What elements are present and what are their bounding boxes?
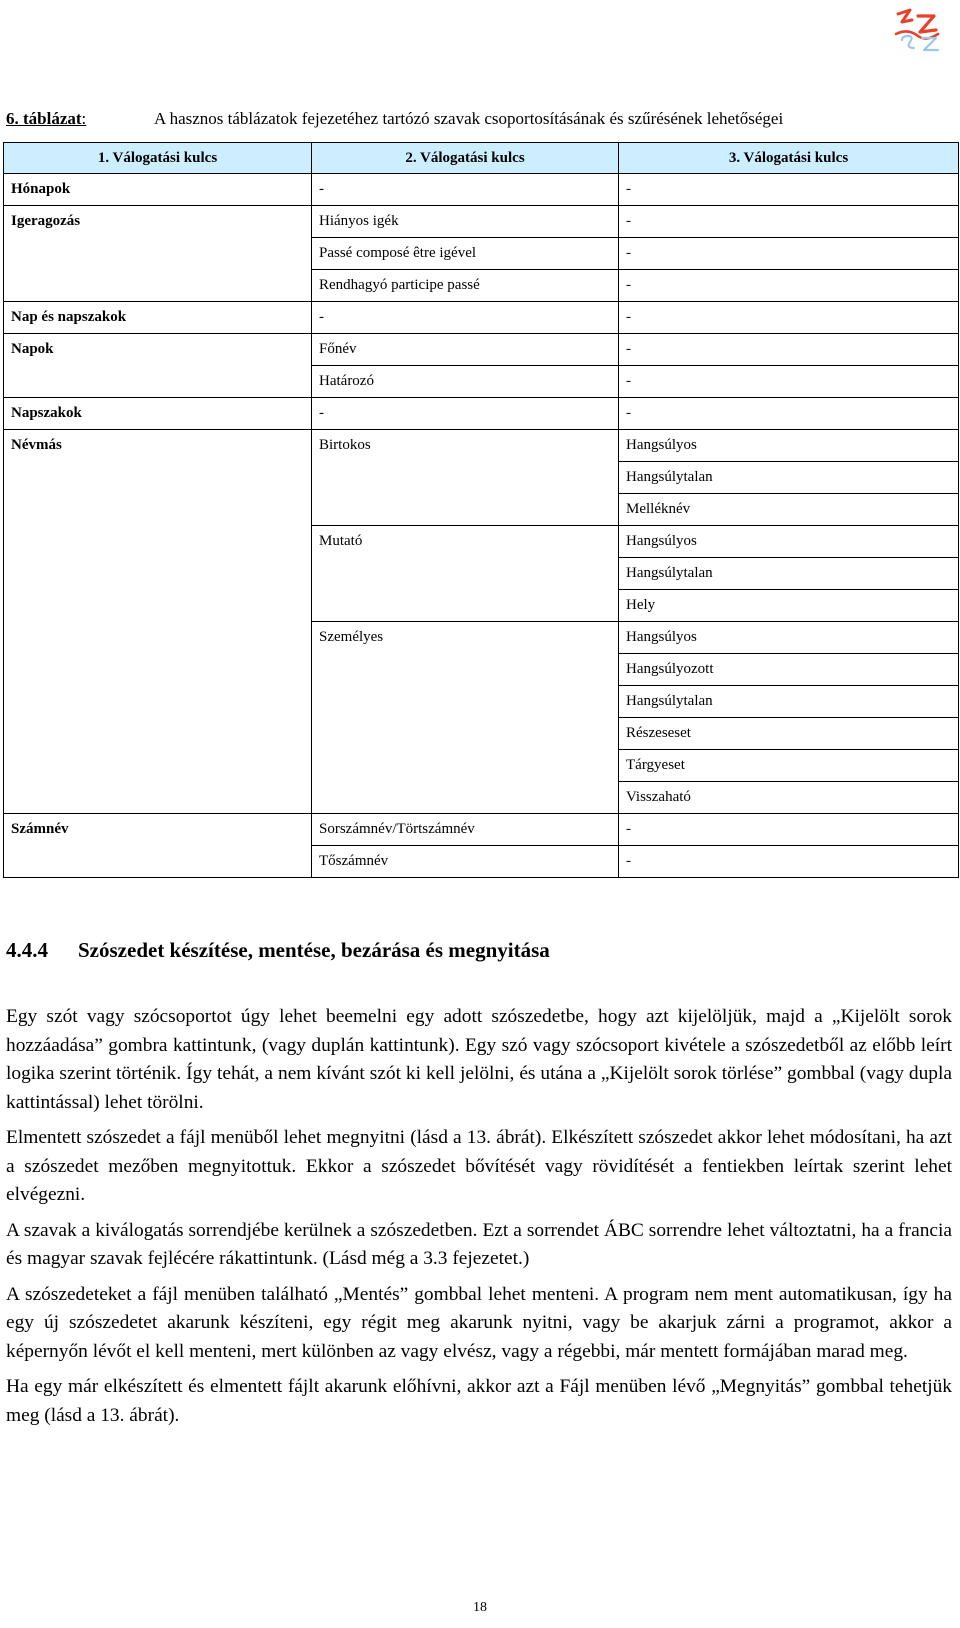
table-cell (4, 270, 312, 302)
table-cell: Hangsúlyos (619, 526, 959, 558)
body-text (6, 1003, 952, 1437)
section-number: 4.4.4 (6, 938, 48, 962)
table-caption-text: A hasznos táblázatok fejezetéhez tartózó szavak csoportosításának és szűrésének lehetőségei (154, 109, 784, 128)
table-row (4, 558, 959, 590)
table-cell: Számnév (4, 814, 312, 846)
table-cell: - (619, 206, 959, 238)
table-row (4, 494, 959, 526)
table-cell (4, 238, 312, 270)
sz-logo-icon (888, 6, 952, 54)
table-row (4, 334, 959, 366)
table-cell: Hiányos igék (312, 206, 619, 238)
table-cell: Részeseset (619, 718, 959, 750)
table-cell: Hangsúlyozott (619, 654, 959, 686)
table-cell (4, 366, 312, 398)
table-row (4, 462, 959, 494)
table-cell: Melléknév (619, 494, 959, 526)
table-number: 6. táblázat: (6, 109, 87, 128)
table-cell: Tárgyeset (619, 750, 959, 782)
table-cell (312, 782, 619, 814)
table-cell: Hangsúlytalan (619, 462, 959, 494)
table-cell (4, 846, 312, 878)
table-cell: Napszakok (4, 398, 312, 430)
table-cell (4, 622, 312, 654)
table-cell (312, 462, 619, 494)
table-cell: Főnév (312, 334, 619, 366)
table-row (4, 622, 959, 654)
column-header: 1. Válogatási kulcs (4, 143, 312, 174)
table-cell: - (619, 270, 959, 302)
table-cell: - (312, 302, 619, 334)
table-row (4, 846, 959, 878)
table-cell (4, 558, 312, 590)
table-cell: Névmás (4, 430, 312, 462)
table-row (4, 718, 959, 750)
table-cell: Napok (4, 334, 312, 366)
table-cell: - (619, 814, 959, 846)
table-row (4, 814, 959, 846)
table-cell: - (619, 334, 959, 366)
table-cell (312, 686, 619, 718)
table-cell (4, 782, 312, 814)
table-row (4, 270, 959, 302)
word-filter-table (3, 142, 959, 878)
table-cell: - (619, 238, 959, 270)
table-cell: Személyes (312, 622, 619, 654)
table-cell (4, 462, 312, 494)
table-cell: - (312, 398, 619, 430)
paragraph: A szavak a kiválogatás sorrendjébe kerülnek a szószedetben. Ezt a sorrendet ÁBC sorrendre lehet változtatni, ha a francia és magyar szavak fejlécére rákattintunk. (Lásd még a 3.3 fejezetet.) (6, 1219, 952, 1269)
paragraph: Elmentett szószedet a fájl menüből lehet megnyitni (lásd a 13. ábrát). Elkészített szószedet akkor lehet módosítani, ha azt a szószedet mezőben megnyitottuk. Ekkor a szószedet bővítését vagy rövidítését a fentiekben leírtak szerint lehet elvégezni. (6, 1127, 952, 1205)
table-cell: Visszaható (619, 782, 959, 814)
table-cell: Passé composé être igével (312, 238, 619, 270)
table-cell: Hangsúlytalan (619, 686, 959, 718)
table-row (4, 366, 959, 398)
table-cell: Mutató (312, 526, 619, 558)
table-cell (312, 718, 619, 750)
table-cell: Birtokos (312, 430, 619, 462)
table-cell (4, 494, 312, 526)
table-cell: - (619, 398, 959, 430)
table-header-row (4, 143, 959, 174)
table-cell: Nap és napszakok (4, 302, 312, 334)
column-header: 3. Válogatási kulcs (619, 143, 959, 174)
paragraph: A szószedeteket a fájl menüben található „Mentés” gombbal lehet menteni. A program nem ment automatikusan, így ha egy új szószedetet akarunk készíteni, egy régit meg akarunk nyitni, vagy be akarjuk zárni a programot, akkor a képernyőn lévőt el kell menteni, mert különben az vagy elvész, vagy a régebbi, már mentett formájában marad meg. (6, 1283, 952, 1362)
table-row (4, 398, 959, 430)
table-cell (4, 654, 312, 686)
table-row (4, 750, 959, 782)
table-cell (312, 558, 619, 590)
table-cell: Igeragozás (4, 206, 312, 238)
table-row (4, 590, 959, 622)
table-cell: Hangsúlytalan (619, 558, 959, 590)
table-cell: Rendhagyó participe passé (312, 270, 619, 302)
paragraph: Ha egy már elkészített és elmentett fájlt akarunk előhívni, akkor azt a Fájl menüben lévő „Megnyitás” gombbal tehetjük meg (lásd a 13. ábrát). (6, 1376, 952, 1426)
table-cell (4, 526, 312, 558)
table-row (4, 654, 959, 686)
table-row (4, 206, 959, 238)
table-row (4, 302, 959, 334)
table-cell: - (312, 174, 619, 206)
table-cell (312, 654, 619, 686)
column-header: 2. Válogatási kulcs (312, 143, 619, 174)
page-number: 18 (473, 1600, 487, 1615)
table-row (4, 526, 959, 558)
table-row (4, 174, 959, 206)
table-cell: - (619, 174, 959, 206)
table-cell: Tőszámnév (312, 846, 619, 878)
table-row (4, 238, 959, 270)
table-cell (312, 750, 619, 782)
table-row (4, 430, 959, 462)
section-title: Szószedet készítése, mentése, bezárása és megnyitása (78, 938, 550, 962)
table-cell: Hely (619, 590, 959, 622)
table-cell (4, 686, 312, 718)
table-row (4, 686, 959, 718)
table-cell (4, 750, 312, 782)
table-cell: - (619, 366, 959, 398)
paragraph: Egy szót vagy szócsoportot úgy lehet beemelni egy adott szószedetbe, hogy azt kijelöljük, majd a „Kijelölt sorok hozzáadása” gombra kattintunk, (vagy duplán kattintunk). Egy szó vagy szócsoport kivétele a szószedetből az előbb leírt logika szerint történik. Így tehát, a nem kívánt szót ki kell jelölni, és utána a „Kijelölt sorok törlése” gombbal (vagy dupla kattintással) lehet törölni. (6, 1006, 952, 1113)
table-cell: Határozó (312, 366, 619, 398)
table-cell: Sorszámnév/Törtszámnév (312, 814, 619, 846)
table-cell (312, 494, 619, 526)
table-cell: Hangsúlyos (619, 430, 959, 462)
table-cell (4, 590, 312, 622)
table-cell: Hangsúlyos (619, 622, 959, 654)
table-cell (4, 718, 312, 750)
table-cell: - (619, 302, 959, 334)
table-row (4, 782, 959, 814)
table-cell (312, 590, 619, 622)
table-cell: - (619, 846, 959, 878)
table-caption (6, 109, 954, 129)
section-heading (6, 938, 550, 963)
table-cell: Hónapok (4, 174, 312, 206)
